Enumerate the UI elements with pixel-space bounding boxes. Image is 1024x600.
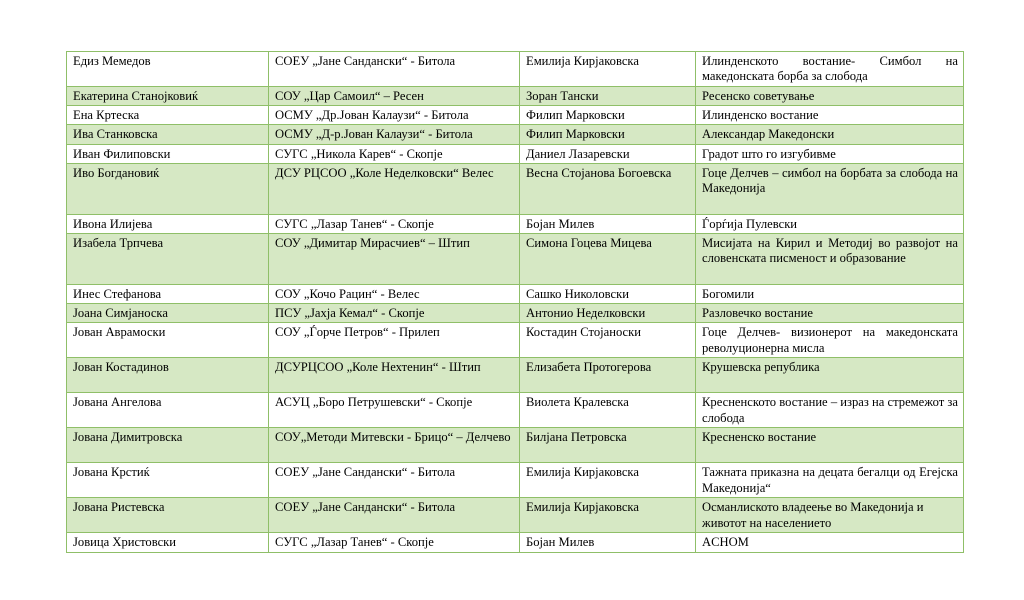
- table-row: [67, 125, 964, 144]
- mentor-cell: Даниел Лазаревски: [520, 144, 696, 163]
- school-cell: СОЕУ „Јане Сандански“ - Битола: [269, 498, 520, 533]
- school-cell: ПСУ „Јахја Кемал“ - Скопје: [269, 304, 520, 323]
- student-cell: Јован Аврамоски: [67, 323, 269, 358]
- school-cell: СОЕУ „Јане Сандански“ - Битола: [269, 52, 520, 87]
- table-row: [67, 214, 964, 233]
- school-cell: СОУ „Кочо Рацин“ - Велес: [269, 285, 520, 304]
- table-row: [67, 323, 964, 358]
- mentor-cell: Костадин Стојаноски: [520, 323, 696, 358]
- school-cell: СУГС „Никола Карев“ - Скопје: [269, 144, 520, 163]
- school-cell: СУГС „Лазар Танев“ - Скопје: [269, 214, 520, 233]
- topic-cell: Мисијата на Кирил и Методиј во развојот на словенската писменост и образование: [696, 234, 964, 285]
- topic-cell: Гоце Делчев- визионерот на македонската револуционерна мисла: [696, 323, 964, 358]
- topic-cell: Разловечко востание: [696, 304, 964, 323]
- student-cell: Ена Кртеска: [67, 106, 269, 125]
- topic-cell: Кресненското востание – израз на стремежот за слобода: [696, 393, 964, 428]
- student-cell: Иво Богдановиќ: [67, 163, 269, 214]
- mentor-cell: Филип Марковски: [520, 106, 696, 125]
- mentor-cell: Виолета Кралевска: [520, 393, 696, 428]
- participants-table: [66, 51, 964, 553]
- table-body: [67, 52, 964, 553]
- student-cell: Јована Ристевска: [67, 498, 269, 533]
- topic-cell: ACHOM: [696, 533, 964, 552]
- mentor-cell: Весна Стојанова Богоевска: [520, 163, 696, 214]
- school-cell: СОЕУ „Јане Сандански“ - Битола: [269, 463, 520, 498]
- table-row: [67, 163, 964, 214]
- school-cell: СОУ „Цар Самоил“ – Ресен: [269, 87, 520, 106]
- topic-cell: Крушевска република: [696, 358, 964, 393]
- student-cell: Јован Костадинов: [67, 358, 269, 393]
- student-cell: Јована Димитровска: [67, 428, 269, 463]
- mentor-cell: Емилија Кирјаковска: [520, 463, 696, 498]
- topic-cell: Илинденското востание- Симбол на македонската борба за слобода: [696, 52, 964, 87]
- topic-cell: Кресненско востание: [696, 428, 964, 463]
- school-cell: СОУ „Ѓорче Петров“ - Прилеп: [269, 323, 520, 358]
- student-cell: Јована Ангелова: [67, 393, 269, 428]
- student-cell: Едиз Мемедов: [67, 52, 269, 87]
- student-cell: Иван Филиповски: [67, 144, 269, 163]
- table-row: [67, 498, 964, 533]
- school-cell: АСУЦ „Боро Петрушевски“ - Скопје: [269, 393, 520, 428]
- mentor-cell: Емилија Кирјаковска: [520, 52, 696, 87]
- student-cell: Екатерина Станојковиќ: [67, 87, 269, 106]
- mentor-cell: Елизабета Протогерова: [520, 358, 696, 393]
- student-cell: Јована Крстиќ: [67, 463, 269, 498]
- student-cell: Ива Станковска: [67, 125, 269, 144]
- student-cell: Јоана Симјаноска: [67, 304, 269, 323]
- table-row: [67, 463, 964, 498]
- student-cell: Изабела Трпчева: [67, 234, 269, 285]
- topic-cell: Османлиското владеење во Македонија и животот на населението: [696, 498, 964, 533]
- school-cell: СУГС „Лазар Танев“ - Скопје: [269, 533, 520, 552]
- mentor-cell: Бојан Милев: [520, 214, 696, 233]
- table-row: [67, 285, 964, 304]
- table-row: [67, 428, 964, 463]
- table-row: [67, 358, 964, 393]
- school-cell: ДСУ РЦСОО „Коле Неделковски“ Велес: [269, 163, 520, 214]
- table-row: [67, 52, 964, 87]
- table-row: [67, 234, 964, 285]
- table-row: [67, 87, 964, 106]
- topic-cell: Александар Македонски: [696, 125, 964, 144]
- mentor-cell: Зоран Тански: [520, 87, 696, 106]
- table-row: [67, 304, 964, 323]
- table-row: [67, 533, 964, 552]
- mentor-cell: Бојан Милев: [520, 533, 696, 552]
- mentor-cell: Билјана Петровска: [520, 428, 696, 463]
- topic-cell: Илинденско востание: [696, 106, 964, 125]
- school-cell: ОСМУ „Др.Јован Калаузи“ - Битола: [269, 106, 520, 125]
- student-cell: Ивона Илијева: [67, 214, 269, 233]
- mentor-cell: Сашко Николовски: [520, 285, 696, 304]
- mentor-cell: Симона Гоцева Мицева: [520, 234, 696, 285]
- student-cell: Јовица Христовски: [67, 533, 269, 552]
- school-cell: ОСМУ „Д-р.Јован Калаузи“ - Битола: [269, 125, 520, 144]
- table-row: [67, 106, 964, 125]
- school-cell: СОУ„Методи Митевски - Брицо“ – Делчево: [269, 428, 520, 463]
- mentor-cell: Емилија Кирјаковска: [520, 498, 696, 533]
- topic-cell: Тажната приказна на децата бегалци од Егејска Македонија“: [696, 463, 964, 498]
- school-cell: СОУ „Димитар Мирасчиев“ – Штип: [269, 234, 520, 285]
- topic-cell: Градот што го изгубивме: [696, 144, 964, 163]
- topic-cell: Ресенско советување: [696, 87, 964, 106]
- mentor-cell: Антонио Неделковски: [520, 304, 696, 323]
- student-cell: Инес Стефанова: [67, 285, 269, 304]
- mentor-cell: Филип Марковски: [520, 125, 696, 144]
- table-row: [67, 393, 964, 428]
- topic-cell: Ѓорѓија Пулевски: [696, 214, 964, 233]
- table-row: [67, 144, 964, 163]
- topic-cell: Гоце Делчев – симбол на борбата за слобода на Македонија: [696, 163, 964, 214]
- school-cell: ДСУРЦСОО „Коле Нехтенин“ - Штип: [269, 358, 520, 393]
- topic-cell: Богомили: [696, 285, 964, 304]
